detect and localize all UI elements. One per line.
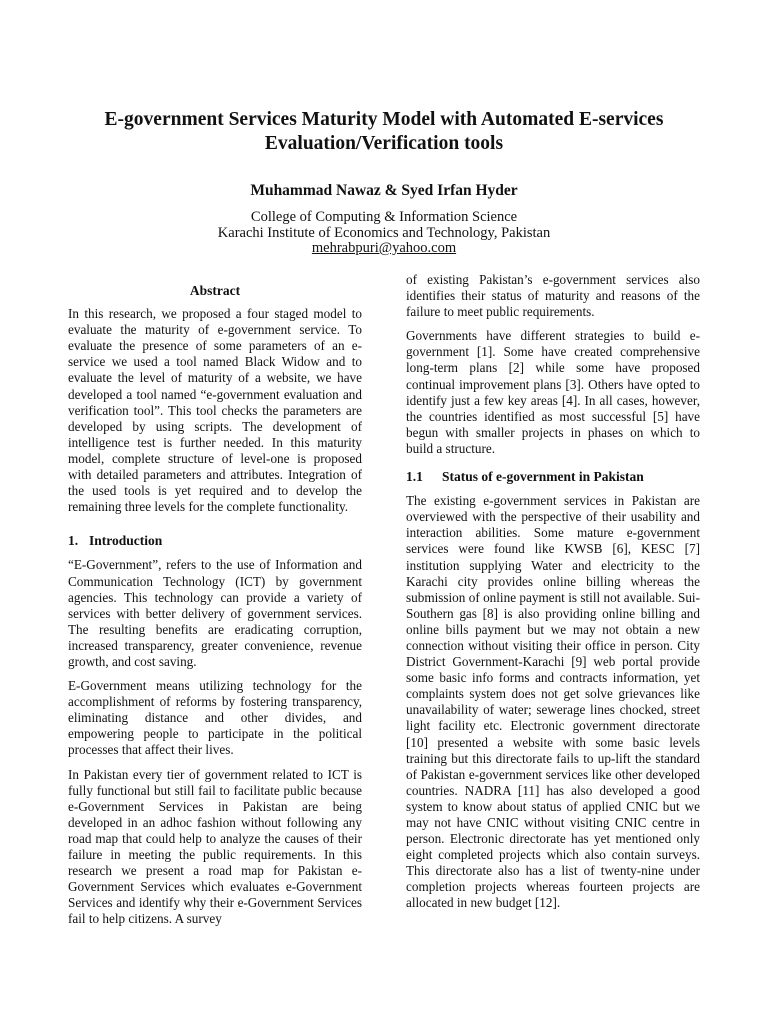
abstract-text: In this research, we proposed a four staged model to evaluate the maturity of e-government service. To evaluate the presence of some parameters of an e-service we used a tool named Black Widow and to evaluate the level of maturity of a website, we have developed a tool named “e-government evaluation and verification tool”. This tool checks the parameters are developed by using scripts. The development of intelligence test is further needed. In this maturity model, complete structure of level-one is proposed with detailed parameters and attributes. Integration of the used tools is yet required and to develop the remaining three levels for the complete functionality.	[68, 306, 362, 515]
affiliation-college: College of Computing & Information Science	[250, 209, 518, 225]
author-email-link[interactable]: mehrabpuri@yahoo.com	[311, 240, 457, 256]
intro-paragraph-1: “E-Government”, refers to the use of Information and Communication Technology (ICT) by government agencies. This technology can provide a variety of services with better delivery of government services. The resulting benefits are eradicating corruption, increased transparency, greater convenience, revenue growth, and cost saving.	[68, 557, 362, 669]
affiliation-institute: Karachi Institute of Economics and Technology, Pakistan	[217, 224, 551, 241]
right-column	[406, 272, 700, 920]
paper-title	[60, 108, 708, 156]
abstract-heading: Abstract	[189, 283, 241, 298]
author-affiliation	[60, 210, 708, 257]
intro-paragraph-3-continued: of existing Pakistan’s e-government services also identifies their status of maturity and reasons of the failure to meet public requirements.	[406, 272, 700, 320]
intro-paragraph-3: In Pakistan every tier of government related to ICT is fully functional but still fail to facilitate public because e-Government Services in Pakistan are being developed in an adhoc fashion without following any road map that could help to analyze the causes of their failure in meeting the public requirements. In this research we present a road map for Pakistan e-Government Services which evaluates e-Government Services and identify why their e-Government Services fail to help citizens. A survey	[68, 766, 362, 927]
section-number: 1.	[68, 533, 79, 549]
left-column	[68, 272, 362, 935]
paper-authors: Muhammad Nawaz & Syed Irfan Hyder	[250, 182, 518, 199]
paper-title-line-2: Evaluation/Verification tools	[264, 133, 504, 154]
subsection-heading-status	[406, 469, 700, 485]
status-paragraph: The existing e-government services in Pakistan are overviewed with the perspective of their usability and interaction abilities. Some mature e-government services were found like KWSB [6], KESC [7] institution supplying Water and electricity to the Karachi city provides online billing whereas the submission of online payment is still not available. Sui-Southern gas [8] is also providing online billing and online bills payment but we may not obtain a new connection without visiting their office in person. City District Government-Karachi [9] web portal provide some basic info forms and contracts information, yet complaints system does not get solve grievances like unavailability of water; sewerage lines chocked, street light facility etc. Electronic government directorate [10] presented a website with some basic levels training but this directorate fails to up-lift the standard of Pakistan e-government services like other developed countries. NADRA [11] has also developed a good system to know about status of applied CNIC but we may not have CNIC without visiting CNIC centre in person. Electronic directorate has yet mentioned only eight completed projects which also contain surveys. This directorate also has a list of twenty-nine under completion projects whereas fourteen projects are allocated in new budget [12].	[406, 493, 700, 911]
paper-title-line-1: E-government Services Maturity Model with Automated E-services	[104, 109, 664, 130]
subsection-number: 1.1	[406, 469, 423, 485]
section-title: Introduction	[89, 533, 163, 549]
intro-paragraph-2: E-Government means utilizing technology for the accomplishment of reforms by fostering transparency, eliminating distance and other divides, and empowering people to participate in the political processes that affect their lives.	[68, 678, 362, 758]
intro-paragraph-4: Governments have different strategies to build e-government [1]. Some have created comprehensive long-term plans [2] while some have proposed continual improvement plans [3]. Others have opted to identify just a few key areas [4]. In all cases, however, the countries identified as most successful [5] have begun with smaller projects in phases on which to build a structure.	[406, 328, 700, 456]
subsection-title: Status of e-government in Pakistan	[442, 469, 644, 485]
section-heading-introduction	[68, 533, 362, 549]
